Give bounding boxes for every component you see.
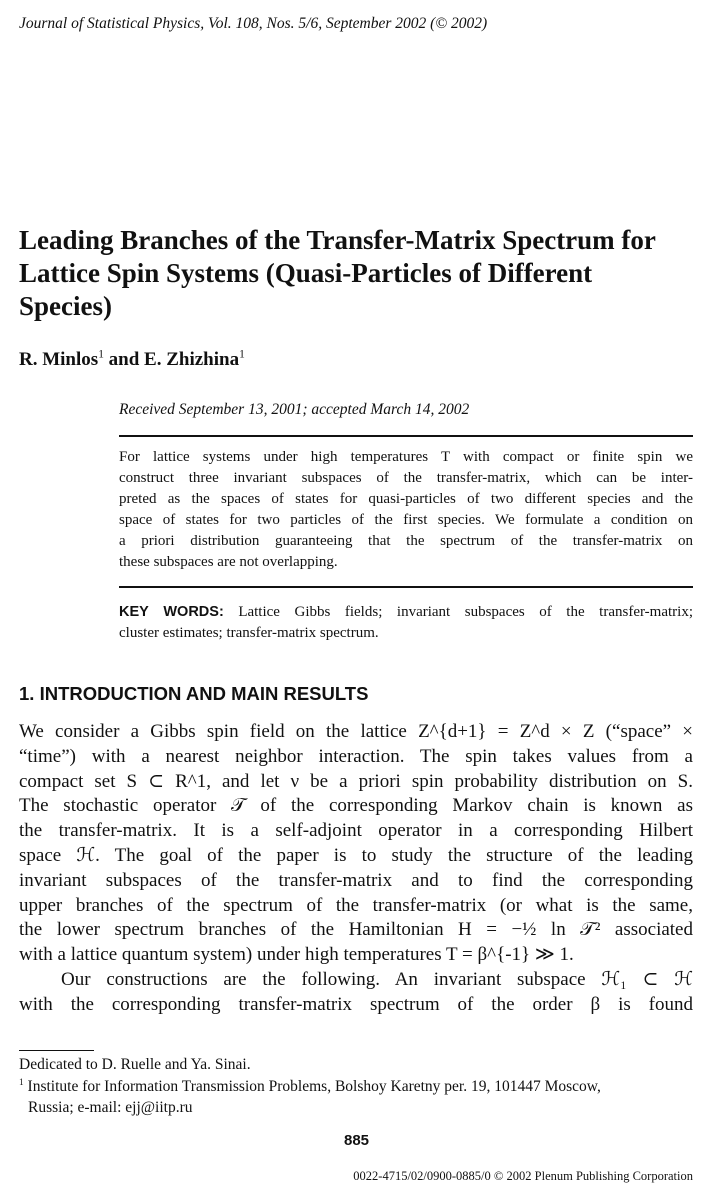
body-line: Our constructions are the following. An invariant subspace ℋ₁ ⊂ ℋ <box>61 968 693 990</box>
body-line: We consider a Gibbs spin field on the lattice Z^{d+1} = Z^d × Z (“space” × <box>19 721 693 742</box>
body-text <box>19 720 693 1018</box>
title-line: Leading Branches of the Transfer-Matrix Spectrum for <box>19 225 656 255</box>
key-words-text: Lattice Gibbs fields; invariant subspaces of the transfer-matrix; <box>223 604 693 620</box>
section-heading: 1. INTRODUCTION AND MAIN RESULTS <box>19 683 369 704</box>
received-dates: Received September 13, 2001; accepted March 14, 2002 <box>119 401 470 418</box>
key-words-label: KEY WORDS: <box>119 604 224 620</box>
page-number: 885 <box>343 1132 370 1149</box>
journal-header: Journal of Statistical Physics, Vol. 108, Nos. 5/6, September 2002 (© 2002) <box>19 15 488 32</box>
abstract-line: For lattice systems under high temperatures T with compact or finite spin we <box>119 449 693 465</box>
affiliation-mark: 1 <box>239 348 245 361</box>
author-list <box>19 349 245 371</box>
author-conjunction: and <box>103 349 145 370</box>
affiliation-mark: 1 <box>19 1077 24 1088</box>
body-line: “time”) with a nearest neighbor interaction. The spin takes values from a <box>19 745 693 767</box>
body-line: upper branches of the spectrum of the transfer-matrix (or what is the same, <box>19 894 693 916</box>
affiliation-text: Institute for Information Transmission Problems, Bolshoy Karetny per. 19, 101447 Moscow, <box>23 1078 601 1095</box>
abstract-line: construct three invariant subspaces of the transfer-matrix, which can be inter- <box>119 470 693 486</box>
body-line: The stochastic operator 𝒯 of the corresponding Markov chain is known as <box>19 795 693 817</box>
abstract-top-rule <box>119 435 693 437</box>
abstract-bottom-rule <box>119 586 693 588</box>
paper-title <box>19 224 699 323</box>
author-name: R. Minlos <box>19 349 99 370</box>
author-name: E. Zhizhina <box>144 349 240 370</box>
body-line: with a lattice quantum system) under high temperatures T = β^{-1} ≫ 1. <box>19 944 574 966</box>
abstract-line: a priori distribution guaranteeing that the spectrum of the transfer-matrix on <box>119 533 693 549</box>
title-line: Lattice Spin Systems (Quasi-Particles of Different <box>19 258 593 288</box>
key-words <box>119 602 693 644</box>
abstract-line: preted as the spaces of states for quasi-particles of two different species and the <box>119 491 693 507</box>
body-line: space ℋ. The goal of the paper is to study the structure of the leading <box>19 844 693 866</box>
body-line: the transfer-matrix. It is a self-adjoint operator in a corresponding Hilbert <box>19 820 693 842</box>
title-line: Species) <box>19 291 112 321</box>
publisher-code: 0022-4715/02/0900-0885/0 © 2002 Plenum Publishing Corporation <box>353 1169 693 1183</box>
affiliation-text: Russia; e-mail: ejj@iitp.ru <box>28 1099 193 1116</box>
footnote-rule <box>19 1050 94 1051</box>
body-line: compact set S ⊂ R^1, and let ν be a priori spin probability distribution on S. <box>19 770 693 792</box>
body-line: with the corresponding transfer-matrix spectrum of the order β is found <box>19 993 693 1015</box>
abstract-line: space of states for two particles of the first species. We formulate a condition on <box>119 512 693 528</box>
body-line: invariant subspaces of the transfer-matrix and to find the corresponding <box>19 869 693 891</box>
key-words-text: cluster estimates; transfer-matrix spectrum. <box>119 625 379 641</box>
affiliation-footnote <box>19 1076 693 1118</box>
body-line: the lower spectrum branches of the Hamiltonian H = −½ ln 𝒯² associated <box>19 919 693 941</box>
abstract <box>119 447 693 573</box>
affiliation-mark: 1 <box>98 348 104 361</box>
abstract-line: these subspaces are not overlapping. <box>119 554 338 570</box>
dedication-footnote: Dedicated to D. Ruelle and Ya. Sinai. <box>19 1056 251 1073</box>
